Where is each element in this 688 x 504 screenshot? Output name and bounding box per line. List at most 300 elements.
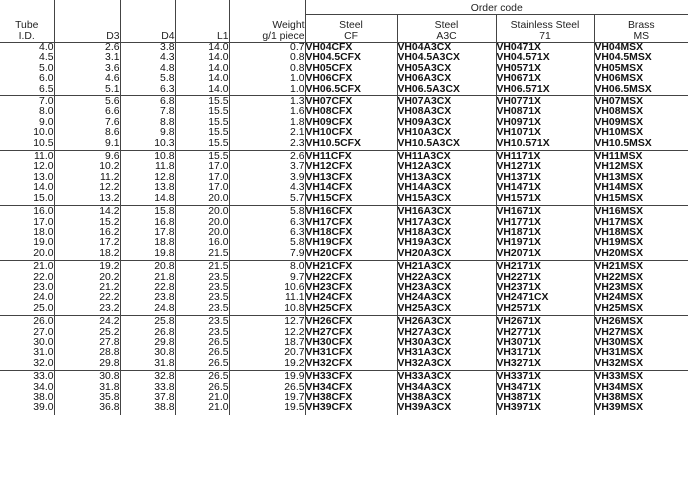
table-row: [0, 162, 688, 172]
d4-cell: 17.8: [120, 228, 175, 238]
stainless-code: VH2471CX: [496, 293, 594, 303]
weight-cell: 3.7: [229, 162, 305, 172]
d4-cell: 10.8: [120, 151, 175, 163]
stainless-code: VH2171X: [496, 261, 594, 273]
d4-cell: 4.8: [120, 64, 175, 74]
brass-code: VH16MSX: [594, 206, 688, 218]
weight-cell: 19.2: [229, 359, 305, 371]
table-row: [0, 359, 688, 371]
stainless-code: VH0671X: [496, 74, 594, 84]
steel-a3c-code: VH20A3CX: [397, 249, 496, 261]
steel-cf-code: VH18CFX: [305, 228, 397, 238]
stainless-code: VH2771X: [496, 328, 594, 338]
table-row: [0, 183, 688, 193]
steel-cf-code: VH08CFX: [305, 107, 397, 117]
d3-cell: 21.2: [54, 283, 120, 293]
d3-cell: 27.8: [54, 338, 120, 348]
steel-cf-code: VH38CFX: [305, 393, 397, 403]
weight-cell: 26.5: [229, 383, 305, 393]
steel-cf-code: VH09CFX: [305, 118, 397, 128]
stainless-code: VH1971X: [496, 238, 594, 248]
steel-a3c-code: VH04A3CX: [397, 43, 496, 54]
l1-cell: 23.5: [175, 293, 229, 303]
steel-cf-code: VH17CFX: [305, 218, 397, 228]
l1-cell: 21.5: [175, 261, 229, 273]
steel-cf-code: VH32CFX: [305, 359, 397, 371]
weight-cell: 2.3: [229, 139, 305, 151]
weight-cell: 0.7: [229, 43, 305, 54]
tube-id-cell: 24.0: [33, 293, 54, 304]
steel-a3c-code: VH21A3CX: [397, 261, 496, 273]
tube-id-cell: 7.0: [39, 96, 54, 108]
tube-id-cell: 39.0: [33, 403, 54, 414]
tube-id-cell: 16.0: [33, 206, 54, 218]
l1-cell: 15.5: [175, 118, 229, 128]
tube-id-cell: 9.0: [39, 117, 54, 128]
table-row: [0, 304, 688, 316]
steel-cf-code: VH24CFX: [305, 293, 397, 303]
steel-a3c-code: VH18A3CX: [397, 228, 496, 238]
steel-a3c-code: VH16A3CX: [397, 206, 496, 218]
d3-cell: 19.2: [54, 261, 120, 273]
steel-a3c-header: Steel A3C: [397, 15, 496, 43]
d4-cell: 4.3: [120, 53, 175, 63]
stainless-code: VH3471X: [496, 383, 594, 393]
d3-cell: 7.6: [54, 118, 120, 128]
brass-code: VH34MSX: [594, 383, 688, 393]
d3-cell: 14.2: [54, 206, 120, 218]
stainless-code: VH1371X: [496, 173, 594, 183]
l1-cell: 17.0: [175, 183, 229, 193]
stainless-code: VH0971X: [496, 118, 594, 128]
table-row: [0, 371, 688, 383]
brass-code: VH14MSX: [594, 183, 688, 193]
steel-cf-code: VH10.5CFX: [305, 139, 397, 151]
weight-cell: 12.2: [229, 328, 305, 338]
tube-id-cell: 4.0: [39, 42, 54, 53]
steel-a3c-code: VH10A3CX: [397, 128, 496, 138]
brass-code: VH22MSX: [594, 273, 688, 283]
d3-cell: 12.2: [54, 183, 120, 193]
d4-cell: 16.8: [120, 218, 175, 228]
d4-cell: 19.8: [120, 249, 175, 261]
weight-cell: 1.0: [229, 85, 305, 96]
l1-cell: 14.0: [175, 53, 229, 63]
d4-cell: 12.8: [120, 173, 175, 183]
steel-a3c-code: VH26A3CX: [397, 316, 496, 328]
stainless-code: VH0871X: [496, 107, 594, 117]
steel-cf-code: VH06.5CFX: [305, 85, 397, 96]
tube-id-cell: 14.0: [33, 183, 54, 194]
l1-cell: 21.0: [175, 393, 229, 403]
steel-a3c-code: VH25A3CX: [397, 304, 496, 316]
row-group: [0, 43, 688, 96]
brass-code: VH24MSX: [594, 293, 688, 303]
brass-code: VH08MSX: [594, 107, 688, 117]
brass-code: VH20MSX: [594, 249, 688, 261]
d4-cell: 15.8: [120, 206, 175, 218]
steel-cf-code: VH10CFX: [305, 128, 397, 138]
steel-a3c-code: VH38A3CX: [397, 393, 496, 403]
steel-a3c-code: VH11A3CX: [397, 151, 496, 163]
table-row: [0, 118, 688, 128]
l1-cell: 21.5: [175, 249, 229, 261]
stainless-code: VH1171X: [496, 151, 594, 163]
d4-cell: 3.8: [120, 43, 175, 54]
weight-cell: 19.7: [229, 393, 305, 403]
brass-code: VH13MSX: [594, 173, 688, 183]
weight-cell: 4.3: [229, 183, 305, 193]
stainless-code: VH2071X: [496, 249, 594, 261]
tube-id-cell: 30.0: [33, 337, 54, 348]
d4-cell: 8.8: [120, 118, 175, 128]
brass-code: VH06MSX: [594, 74, 688, 84]
d3-cell: 17.2: [54, 238, 120, 248]
tube-id-cell: 6.5: [39, 84, 54, 95]
d3-cell: 36.8: [54, 403, 120, 414]
brass-code: VH15MSX: [594, 194, 688, 206]
brass-code: VH05MSX: [594, 64, 688, 74]
brass-code: VH19MSX: [594, 238, 688, 248]
table-row: [0, 261, 688, 273]
steel-a3c-code: VH12A3CX: [397, 162, 496, 172]
stainless-code: VH10.571X: [496, 139, 594, 151]
d3-cell: 9.1: [54, 139, 120, 151]
weight-cell: 2.6: [229, 151, 305, 163]
d4-cell: 30.8: [120, 348, 175, 358]
row-group: [0, 316, 688, 371]
d3-cell: 30.8: [54, 371, 120, 383]
d4-cell: 6.8: [120, 96, 175, 108]
steel-a3c-code: VH13A3CX: [397, 173, 496, 183]
brass-code: VH33MSX: [594, 371, 688, 383]
l1-cell: 14.0: [175, 43, 229, 54]
d3-cell: 29.8: [54, 359, 120, 371]
l1-cell: 15.5: [175, 139, 229, 151]
stainless-code: VH2371X: [496, 283, 594, 293]
table-row: [0, 151, 688, 163]
steel-a3c-code: VH22A3CX: [397, 273, 496, 283]
stainless-code: VH0571X: [496, 64, 594, 74]
steel-a3c-code: VH32A3CX: [397, 359, 496, 371]
stainless-code: VH0771X: [496, 96, 594, 108]
d4-cell: 26.8: [120, 328, 175, 338]
weight-cell: 6.3: [229, 228, 305, 238]
d3-header: D3: [54, 15, 120, 43]
weight-cell: 8.0: [229, 261, 305, 273]
steel-cf-code: VH04.5CFX: [305, 53, 397, 63]
order-code-header: Order code: [305, 0, 688, 15]
d4-cell: 23.8: [120, 293, 175, 303]
tube-id-cell: 11.0: [34, 151, 54, 163]
l1-cell: 20.0: [175, 194, 229, 206]
steel-a3c-code: VH05A3CX: [397, 64, 496, 74]
d3-cell: 18.2: [54, 249, 120, 261]
l1-cell: 26.5: [175, 338, 229, 348]
stainless-header: Stainless Steel 71: [496, 15, 594, 43]
d3-cell: 4.6: [54, 74, 120, 84]
d3-cell: 23.2: [54, 304, 120, 316]
weight-cell: 1.0: [229, 74, 305, 84]
stainless-code: VH1771X: [496, 218, 594, 228]
l1-cell: 26.5: [175, 359, 229, 371]
tube-id-cell: 38.0: [33, 393, 54, 403]
table-row: [0, 338, 688, 348]
tube-id-cell: 18.0: [33, 227, 54, 238]
steel-a3c-code: VH23A3CX: [397, 283, 496, 293]
tube-id-cell: 31.0: [33, 348, 54, 359]
steel-cf-code: VH04CFX: [305, 43, 397, 54]
steel-a3c-code: VH34A3CX: [397, 383, 496, 393]
brass-code: VH25MSX: [594, 304, 688, 316]
stainless-code: VH3071X: [496, 338, 594, 348]
d4-cell: 38.8: [120, 403, 175, 414]
steel-cf-code: VH21CFX: [305, 261, 397, 273]
brass-code: VH10MSX: [594, 128, 688, 138]
d4-cell: 21.8: [120, 273, 175, 283]
stainless-code: VH3271X: [496, 359, 594, 371]
steel-a3c-code: VH15A3CX: [397, 194, 496, 206]
brass-header: Brass MS: [594, 15, 688, 43]
table-row: [0, 238, 688, 248]
d4-cell: 37.8: [120, 393, 175, 403]
steel-a3c-code: VH06.5A3CX: [397, 85, 496, 96]
d4-header: D4: [120, 15, 175, 43]
d4-cell: 33.8: [120, 383, 175, 393]
tube-id-header: Tube I.D.: [0, 15, 54, 43]
table-row: [0, 283, 688, 293]
d4-cell: 14.8: [120, 194, 175, 206]
tube-id-cell: 15.0: [33, 193, 54, 204]
d3-cell: 2.6: [54, 43, 120, 54]
steel-cf-code: VH26CFX: [305, 316, 397, 328]
brass-code: VH10.5MSX: [594, 139, 688, 151]
l1-cell: 20.0: [175, 218, 229, 228]
stainless-code: VH2571X: [496, 304, 594, 316]
l1-cell: 17.0: [175, 162, 229, 172]
d4-cell: 24.8: [120, 304, 175, 316]
d4-cell: 32.8: [120, 371, 175, 383]
weight-cell: 1.6: [229, 107, 305, 117]
steel-cf-code: VH30CFX: [305, 338, 397, 348]
brass-code: VH12MSX: [594, 162, 688, 172]
l1-cell: 23.5: [175, 328, 229, 338]
steel-cf-header: Steel CF: [305, 15, 397, 43]
l1-cell: 26.5: [175, 383, 229, 393]
stainless-code: VH3171X: [496, 348, 594, 358]
brass-code: VH32MSX: [594, 359, 688, 371]
d3-cell: 5.1: [54, 85, 120, 96]
table-row: [0, 74, 688, 84]
brass-code: VH23MSX: [594, 283, 688, 293]
l1-cell: 14.0: [175, 85, 229, 96]
row-group: [0, 96, 688, 151]
steel-a3c-code: VH06A3CX: [397, 74, 496, 84]
table-row: [0, 316, 688, 328]
l1-cell: 14.0: [175, 64, 229, 74]
weight-cell: 12.7: [229, 316, 305, 328]
brass-code: VH26MSX: [594, 316, 688, 328]
d3-cell: 15.2: [54, 218, 120, 228]
tube-id-cell: 20.0: [33, 248, 54, 259]
l1-cell: 15.5: [175, 96, 229, 108]
tube-id-cell: 34.0: [33, 382, 54, 393]
l1-cell: 20.0: [175, 206, 229, 218]
l1-cell: 23.5: [175, 316, 229, 328]
brass-code: VH11MSX: [594, 151, 688, 163]
weight-cell: 11.1: [229, 293, 305, 303]
stainless-code: VH1571X: [496, 194, 594, 206]
table-row: [0, 128, 688, 138]
l1-cell: 23.5: [175, 304, 229, 316]
d4-cell: 25.8: [120, 316, 175, 328]
d3-cell: 11.2: [54, 173, 120, 183]
steel-cf-code: VH15CFX: [305, 194, 397, 206]
stainless-code: VH3971X: [496, 403, 594, 414]
weight-cell: 3.9: [229, 173, 305, 183]
brass-code: VH18MSX: [594, 228, 688, 238]
stainless-code: VH04.571X: [496, 53, 594, 63]
steel-a3c-code: VH19A3CX: [397, 238, 496, 248]
l1-cell: 26.5: [175, 371, 229, 383]
l1-cell: 15.5: [175, 151, 229, 163]
tube-id-cell: 6.0: [39, 74, 54, 85]
table-row: [0, 43, 688, 54]
weight-cell: 18.7: [229, 338, 305, 348]
d3-cell: 9.6: [54, 151, 120, 163]
d4-cell: 5.8: [120, 74, 175, 84]
weight-cell: 5.7: [229, 194, 305, 206]
tube-id-cell: 12.0: [33, 162, 54, 173]
weight-cell: 5.8: [229, 238, 305, 248]
tube-id-cell: 21.0: [33, 261, 54, 273]
table-row: [0, 206, 688, 218]
stainless-code: VH1471X: [496, 183, 594, 193]
weight-cell: 19.5: [229, 403, 305, 414]
brass-code: VH17MSX: [594, 218, 688, 228]
d3-cell: 10.2: [54, 162, 120, 172]
steel-cf-code: VH12CFX: [305, 162, 397, 172]
weight-cell: 20.7: [229, 348, 305, 358]
table-row: [0, 139, 688, 151]
d4-cell: 13.8: [120, 183, 175, 193]
weight-cell: 1.3: [229, 96, 305, 108]
l1-cell: 16.0: [175, 238, 229, 248]
weight-cell: 1.8: [229, 118, 305, 128]
steel-cf-code: VH19CFX: [305, 238, 397, 248]
row-group: [0, 261, 688, 316]
steel-a3c-code: VH08A3CX: [397, 107, 496, 117]
steel-a3c-code: VH07A3CX: [397, 96, 496, 108]
d3-cell: 3.1: [54, 53, 120, 63]
tube-id-cell: 27.0: [33, 327, 54, 338]
d4-cell: 22.8: [120, 283, 175, 293]
steel-a3c-code: VH30A3CX: [397, 338, 496, 348]
tube-id-cell: 13.0: [33, 172, 54, 183]
tube-id-cell: 23.0: [33, 282, 54, 293]
d3-cell: 35.8: [54, 393, 120, 403]
stainless-code: VH06.571X: [496, 85, 594, 96]
steel-cf-code: VH31CFX: [305, 348, 397, 358]
tube-id-cell: 4.5: [39, 53, 54, 64]
d4-cell: 20.8: [120, 261, 175, 273]
tube-id-cell: 33.0: [33, 371, 54, 383]
tube-id-cell: 26.0: [33, 316, 54, 328]
tube-id-cell: 22.0: [33, 272, 54, 283]
stainless-code: VH0471X: [496, 43, 594, 54]
weight-cell: 10.6: [229, 283, 305, 293]
brass-code: VH06.5MSX: [594, 85, 688, 96]
d4-cell: 10.3: [120, 139, 175, 151]
l1-cell: 20.0: [175, 228, 229, 238]
d3-cell: 22.2: [54, 293, 120, 303]
l1-cell: 21.0: [175, 403, 229, 414]
steel-cf-code: VH25CFX: [305, 304, 397, 316]
table-row: [0, 107, 688, 117]
table-row: [0, 85, 688, 96]
d3-cell: 16.2: [54, 228, 120, 238]
brass-code: VH04.5MSX: [594, 53, 688, 63]
l1-cell: 23.5: [175, 273, 229, 283]
steel-a3c-code: VH33A3CX: [397, 371, 496, 383]
d3-cell: 24.2: [54, 316, 120, 328]
steel-cf-code: VH13CFX: [305, 173, 397, 183]
brass-code: VH31MSX: [594, 348, 688, 358]
table-row: [0, 53, 688, 63]
steel-cf-code: VH11CFX: [305, 151, 397, 163]
table-row: [0, 96, 688, 108]
l1-cell: 26.5: [175, 348, 229, 358]
steel-a3c-code: VH09A3CX: [397, 118, 496, 128]
tube-id-cell: 5.0: [39, 63, 54, 74]
d4-cell: 31.8: [120, 359, 175, 371]
tube-id-cell: 17.0: [33, 217, 54, 228]
brass-code: VH09MSX: [594, 118, 688, 128]
brass-code: VH21MSX: [594, 261, 688, 273]
table-row: [0, 348, 688, 358]
stainless-code: VH1071X: [496, 128, 594, 138]
steel-a3c-code: VH39A3CX: [397, 403, 496, 414]
l1-cell: 15.5: [175, 128, 229, 138]
tube-id-cell: 32.0: [33, 358, 54, 369]
steel-cf-code: VH23CFX: [305, 283, 397, 293]
table-row: [0, 64, 688, 74]
steel-a3c-code: VH04.5A3CX: [397, 53, 496, 63]
stainless-code: VH2271X: [496, 273, 594, 283]
steel-cf-code: VH20CFX: [305, 249, 397, 261]
steel-a3c-code: VH27A3CX: [397, 328, 496, 338]
table-row: [0, 218, 688, 228]
steel-a3c-code: VH24A3CX: [397, 293, 496, 303]
d3-cell: 3.6: [54, 64, 120, 74]
d4-cell: 29.8: [120, 338, 175, 348]
weight-header: Weight g/1 piece: [229, 15, 305, 43]
l1-cell: 15.5: [175, 107, 229, 117]
table-header: [0, 0, 688, 43]
steel-cf-code: VH34CFX: [305, 383, 397, 393]
d3-cell: 31.8: [54, 383, 120, 393]
table-row: [0, 383, 688, 393]
l1-cell: 17.0: [175, 173, 229, 183]
l1-header: L1: [175, 15, 229, 43]
brass-code: VH38MSX: [594, 393, 688, 403]
table-row: [0, 293, 688, 303]
stainless-code: VH3871X: [496, 393, 594, 403]
weight-cell: 19.9: [229, 371, 305, 383]
tube-id-cell: 19.0: [33, 238, 54, 249]
steel-a3c-code: VH14A3CX: [397, 183, 496, 193]
d3-cell: 20.2: [54, 273, 120, 283]
